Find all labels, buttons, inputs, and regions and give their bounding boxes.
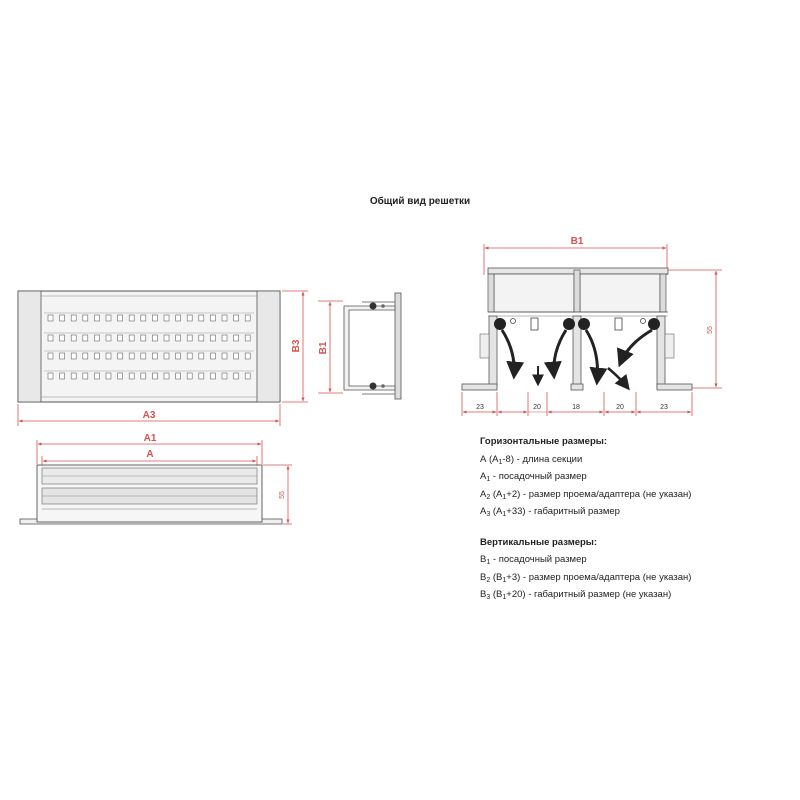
legend-sub: 3 [486,511,491,518]
grille-slot [106,335,111,341]
grille-slot [129,315,134,321]
grille-slot [210,315,215,321]
grille-slot [118,373,123,379]
legend-sym: B [480,571,487,583]
grille-slot [129,353,134,359]
section-height-dimension [668,270,722,388]
grille-slot [234,335,239,341]
section-bottom-dimensions [462,392,692,416]
grille-slot [141,315,146,321]
grille-slot [176,353,181,359]
grille-slot [152,353,157,359]
legend-desc: - длина секции [514,453,583,465]
grille-slot [164,315,169,321]
top-depth-label: 55 [279,491,286,499]
legend-row [480,451,720,469]
grille-slot [199,335,204,341]
grille-slot [222,373,227,379]
top-view [20,433,292,524]
grille-slot [48,353,53,359]
grille-slot [187,373,192,379]
grille-slot [60,335,65,341]
a1-label: A1 [143,433,157,444]
grille-slot [176,315,181,321]
side-b1-dimension [318,301,343,393]
legend-sym: A [480,453,487,465]
grille-slot [106,353,111,359]
grille-slot [118,335,123,341]
grille-slot [164,353,169,359]
a-label: A [146,449,154,460]
grille-slot [83,315,88,321]
legend-row [480,468,720,486]
grille-slot [199,353,204,359]
horizontal-header: Горизонтальные размеры: [480,436,608,447]
legend-formula-pre: (B [490,571,503,583]
grille-slot [60,353,65,359]
dim-20-left: 20 [533,404,541,411]
legend-sub: 1 [486,559,491,566]
grille-slot [94,315,99,321]
legend-formula-sub: 1 [502,493,507,501]
grille-slot [141,373,146,379]
grille-slot [234,315,239,321]
legend-sub: 1 [486,476,491,483]
grille-slot [48,335,53,341]
grille-slot [71,373,76,379]
grille-slot [245,373,250,379]
dim-23-left: 23 [476,404,484,411]
side-b1-label: B1 [318,341,329,355]
grille-slot [129,335,134,341]
grille-slot [129,373,134,379]
grille-slot [71,353,76,359]
legend-row [480,569,720,587]
legend-desc: - размер проема/адаптера (не указан) [520,571,692,583]
b3-dimension [282,291,308,402]
grille-slot [187,335,192,341]
legend-formula-sub: 1 [498,458,503,466]
legend-formula-pre: (A [490,488,503,500]
vertical-header: Вертикальные размеры: [480,536,598,548]
grille-slot [234,353,239,359]
grille-slot [210,335,215,341]
diagram-title: Общий вид решетки [369,196,471,207]
legend-row [480,503,720,521]
grille-slot [164,373,169,379]
grille-slot [48,315,53,321]
legend-formula-post: -8) [502,453,515,465]
grille-slot [141,353,146,359]
grille-slot [106,315,111,321]
legend-sym: A [480,471,487,482]
grille-slot [94,335,99,341]
grille-slot [222,353,227,359]
legend-formula-pre: (B [490,589,503,600]
section-view [462,236,722,416]
grille-slot [94,373,99,379]
grille-slot [176,373,181,379]
grille-slot [222,335,227,341]
grille-slot [60,373,65,379]
vertical-list [480,551,720,604]
legend-sym: A [480,488,487,500]
dim-23-right: 23 [660,404,668,411]
grille-slot [60,315,65,321]
a3-dimension [18,404,280,426]
grille-slot [245,353,250,359]
grille-slot [118,315,123,321]
legend-formula-pre: (A [486,453,499,465]
grille-slot [83,373,88,379]
grille-slot [106,373,111,379]
grille-slot [94,353,99,359]
grille-slot [71,335,76,341]
b3-label: B3 [291,339,302,353]
legend-formula-post: +20) [506,589,526,600]
grille-slot [164,335,169,341]
a3-label: A3 [142,410,156,421]
grille-slot [234,373,239,379]
legend-desc: - габаритный размер [525,506,620,517]
dim-18: 18 [572,404,580,411]
legend-formula-post: +2) [506,488,521,500]
top-depth-dimension [263,465,292,524]
grille-slot [83,353,88,359]
grille-slot [71,315,76,321]
section-b1-label: B1 [570,236,584,247]
legend-formula-post: +3) [506,571,521,583]
legend-sym: B [480,554,487,565]
legend-formula-sub: 1 [502,511,507,518]
grille-slot [210,353,215,359]
legend-sub: 2 [486,576,491,584]
legend-formula-post: +33) [506,506,526,517]
section-height-label: 55 [707,326,714,334]
grille-slot [245,335,250,341]
front-view [18,291,308,426]
grille-slot [187,315,192,321]
legend-sym: A [480,506,487,517]
grille-slot [152,315,157,321]
legend-formula-sub: 1 [502,576,507,584]
grille-slot [83,335,88,341]
grille-slot [187,353,192,359]
legend-row [480,551,720,569]
grille-slot [152,335,157,341]
side-view [318,293,401,399]
dim-20-right: 20 [616,404,624,411]
legend-desc: - посадочный размер [490,554,587,565]
legend-formula-sub: 1 [502,594,507,601]
legend-desc: - габаритный размер (не указан) [525,589,672,600]
grille-slot [199,315,204,321]
grille-slot [199,373,204,379]
grille-slot [245,315,250,321]
horizontal-list [480,451,720,521]
legend-sub: 3 [486,594,491,601]
legend-sub: 2 [486,493,491,501]
grille-slot [210,373,215,379]
grille-slot [222,315,227,321]
legend-desc: - размер проема/адаптера (не указан) [520,488,692,500]
grille-slot [48,373,53,379]
grille-slot [176,335,181,341]
legend-sym: B [480,589,487,600]
legend-desc: - посадочный размер [490,471,587,482]
grille-slot [152,373,157,379]
legend-formula-pre: (A [490,506,503,517]
legend-row [480,586,720,604]
grille-slot [118,353,123,359]
grille-slot [141,335,146,341]
legend-row [480,486,720,504]
legend [480,433,720,604]
a-dimension [42,449,257,466]
